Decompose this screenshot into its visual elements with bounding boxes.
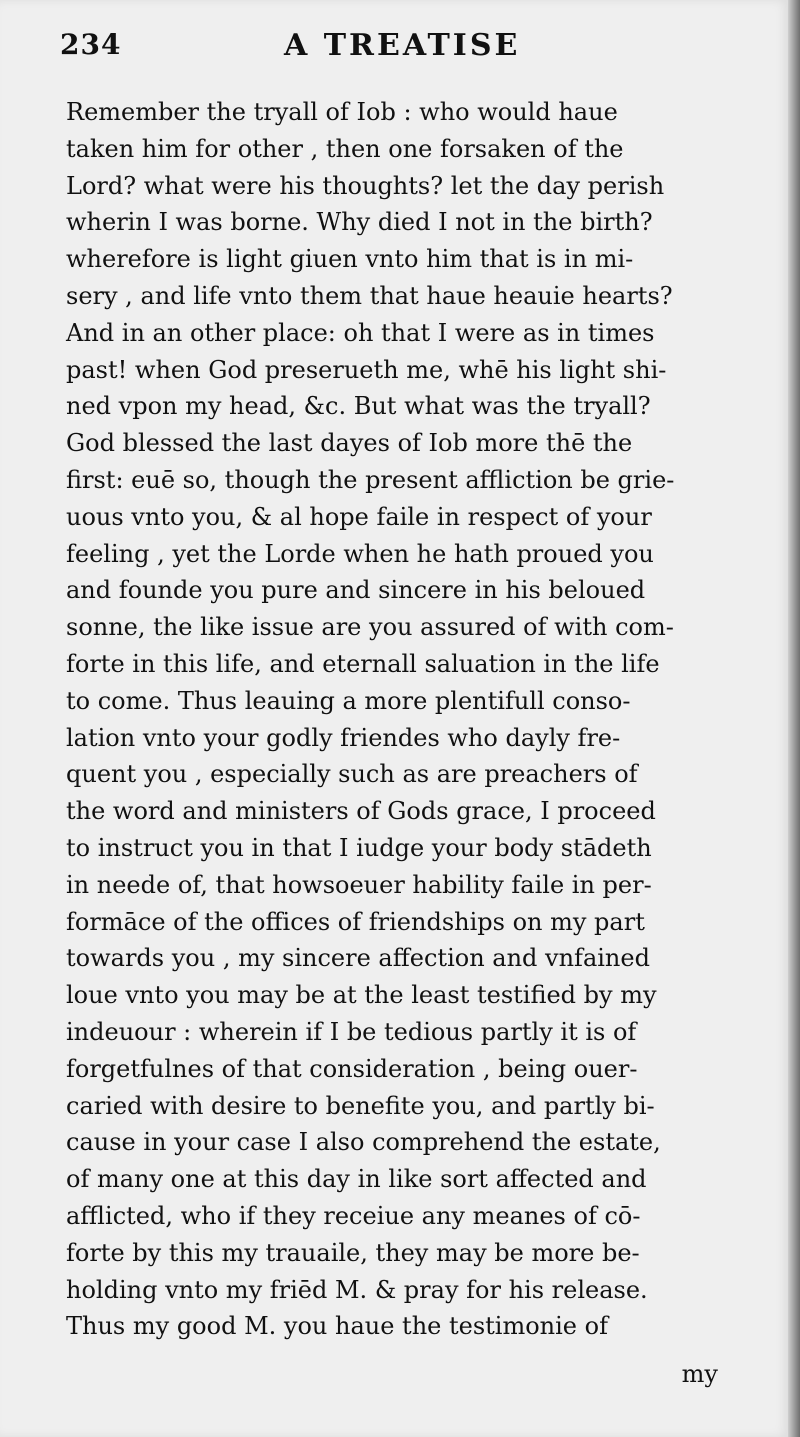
text-line: cause in your case I also comprehend the estate, (66, 1128, 661, 1157)
page-header (60, 28, 740, 78)
text-line: forte in this life, and eternall saluation in the life (66, 649, 660, 678)
text-line: feeling , yet the Lorde when he hath proued you (66, 539, 654, 568)
text-line: wherin I was borne. Why died I not in the birth? (66, 208, 653, 237)
page-edge (788, 0, 800, 1437)
text-line: wherefore is light giuen vnto him that is in mi- (66, 245, 634, 274)
text-line: indeuour : wherein if I be tedious partly it is of (66, 1017, 637, 1046)
text-line: uous vnto you, & al hope faile in respect of your (66, 502, 652, 531)
text-line: taken him for other , then one forsaken of the (66, 134, 624, 163)
text-line: loue vnto you may be at the least testified by my (66, 981, 657, 1010)
text-line: ned vpon my head, &c. But what was the tryall? (66, 392, 651, 421)
text-line: first: euē so, though the present affliction be grie- (66, 465, 675, 494)
body-text (66, 94, 736, 1345)
running-title: A TREATISE (284, 28, 521, 63)
catchword: my (681, 1360, 718, 1388)
text-line: and founde you pure and sincere in his beloued (66, 576, 646, 605)
text-line: And in an other place: oh that I were as in times (66, 318, 655, 347)
text-line: forte by this my trauaile, they may be more be- (66, 1238, 640, 1267)
text-line: lation vnto your godly friendes who dayly fre- (66, 723, 621, 752)
page-number: 234 (60, 28, 122, 61)
text-line: of many one at this day in like sort affected and (66, 1165, 647, 1194)
text-line: towards you , my sincere affection and vnfained (66, 944, 650, 973)
text-line: in neede of, that howsoeuer hability faile in per- (66, 870, 652, 899)
text-line: afflicted, who if they receiue any meanes of cō- (66, 1201, 641, 1230)
text-line: quent you , especially such as are preachers of (66, 760, 638, 789)
text-line: Thus my good M. you haue the testimonie of (66, 1312, 608, 1341)
text-line: caried with desire to benefite you, and partly bi- (66, 1091, 655, 1120)
text-line: God blessed the last dayes of Iob more thē the (66, 429, 633, 458)
text-line: holding vnto my friēd M. & pray for his release. (66, 1275, 648, 1304)
text-line: the word and ministers of Gods grace, I proceed (66, 797, 656, 826)
text-line: to instruct you in that I iudge your body stādeth (66, 833, 652, 862)
text-line: past! when God preserueth me, whē his light shi- (66, 355, 667, 384)
text-line: Remember the tryall of Iob : who would haue (66, 98, 618, 126)
text-line: sonne, the like issue are you assured of with com- (66, 613, 674, 642)
text-line: formāce of the offices of friendships on my part (66, 907, 645, 936)
text-line: forgetfulnes of that consideration , being ouer- (66, 1054, 638, 1083)
text-line: to come. Thus leauing a more plentifull conso- (66, 686, 631, 715)
text-line: sery , and life vnto them that haue heauie hearts? (66, 281, 673, 310)
text-line: Lord? what were his thoughts? let the day perish (66, 171, 665, 200)
